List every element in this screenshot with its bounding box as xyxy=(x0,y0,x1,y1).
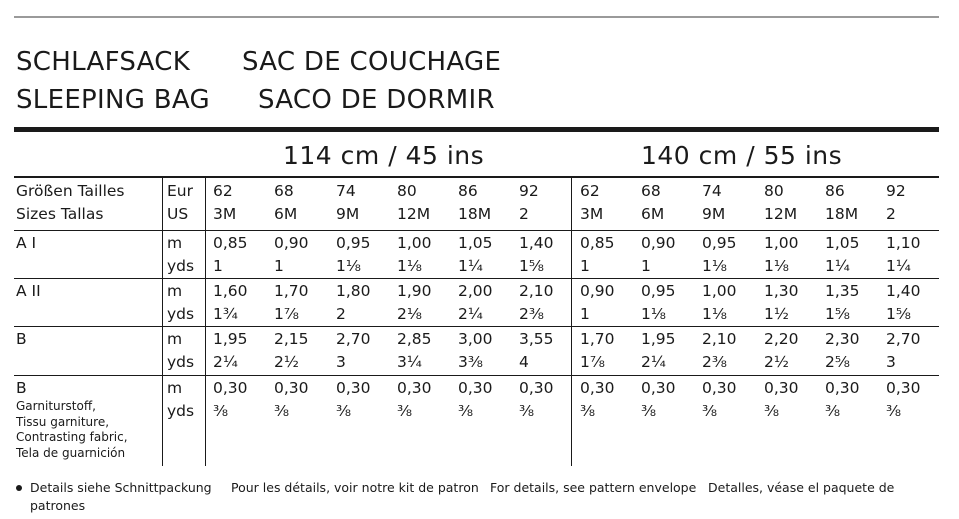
size-eur-cell: 74 xyxy=(702,182,722,200)
table-rule-row1 xyxy=(14,230,939,231)
yard-cell: ⅜ xyxy=(336,402,352,420)
meter-cell: 2,85 xyxy=(397,330,432,348)
yard-cell: 1⅛ xyxy=(336,257,361,275)
size-eur-cell: 92 xyxy=(519,182,539,200)
yard-cell: 2¼ xyxy=(458,305,483,323)
meter-cell: 0,90 xyxy=(641,234,676,252)
meter-cell: 0,30 xyxy=(397,379,432,397)
row-sublabel: Tela de guarnición xyxy=(16,445,126,460)
size-us-cell: 3M xyxy=(580,205,604,223)
yard-cell: 1¼ xyxy=(886,257,911,275)
size-us-cell: 6M xyxy=(641,205,665,223)
unit-m-label: m xyxy=(167,234,183,252)
meter-cell: 1,00 xyxy=(397,234,432,252)
row-label: B xyxy=(16,330,27,348)
meter-cell: 2,70 xyxy=(336,330,371,348)
unit-m-label: m xyxy=(167,379,183,397)
meter-cell: 0,30 xyxy=(702,379,737,397)
row-label: A I xyxy=(16,234,37,252)
yard-cell: ⅜ xyxy=(764,402,780,420)
yard-cell: ⅜ xyxy=(580,402,596,420)
yard-cell: 1 xyxy=(274,257,284,275)
yard-cell: ⅜ xyxy=(886,402,902,420)
meter-cell: 1,90 xyxy=(397,282,432,300)
table-rule-row4 xyxy=(14,375,939,376)
meter-cell: 1,35 xyxy=(825,282,860,300)
row-label: A II xyxy=(16,282,41,300)
meter-cell: 0,30 xyxy=(274,379,309,397)
row-sublabel: Tissu garniture, xyxy=(16,414,110,429)
meter-cell: 0,95 xyxy=(336,234,371,252)
title-de: SCHLAFSACK xyxy=(16,47,191,77)
meter-cell: 0,30 xyxy=(458,379,493,397)
yard-cell: 1 xyxy=(580,305,590,323)
unit-yds-label: yds xyxy=(167,402,195,420)
yard-cell: ⅜ xyxy=(641,402,657,420)
title-fr: SAC DE COUCHAGE xyxy=(242,47,502,77)
table-vline-unit xyxy=(205,176,206,466)
table-vline-label xyxy=(162,176,163,466)
meter-cell: 0,90 xyxy=(580,282,615,300)
size-unit-us: US xyxy=(167,205,189,223)
unit-yds-label: yds xyxy=(167,353,195,371)
meter-cell: 2,10 xyxy=(702,330,737,348)
yard-cell: ⅜ xyxy=(397,402,413,420)
width-header-140: 140 cm / 55 ins xyxy=(641,141,843,170)
meter-cell: 1,80 xyxy=(336,282,371,300)
meter-cell: 0,30 xyxy=(213,379,248,397)
meter-cell: 1,10 xyxy=(886,234,921,252)
size-us-cell: 12M xyxy=(764,205,798,223)
size-eur-cell: 62 xyxy=(213,182,233,200)
size-eur-cell: 80 xyxy=(764,182,784,200)
row-label: B xyxy=(16,379,27,397)
yard-cell: 1⅞ xyxy=(580,353,605,371)
table-rule-row3 xyxy=(14,326,939,327)
meter-cell: 0,30 xyxy=(886,379,921,397)
meter-cell: 1,40 xyxy=(886,282,921,300)
meter-cell: 1,05 xyxy=(825,234,860,252)
size-eur-cell: 80 xyxy=(397,182,417,200)
meter-cell: 0,30 xyxy=(336,379,371,397)
footnote-es-1: Detalles, véase el paquete de xyxy=(708,480,895,495)
footnote-en: For details, see pattern envelope xyxy=(490,480,697,495)
meter-cell: 1,00 xyxy=(702,282,737,300)
yard-cell: 3¼ xyxy=(397,353,422,371)
yard-cell: 1⅛ xyxy=(397,257,422,275)
yard-cell: 1⅝ xyxy=(825,305,850,323)
size-us-cell: 2 xyxy=(519,205,529,223)
meter-cell: 0,30 xyxy=(580,379,615,397)
size-eur-cell: 86 xyxy=(825,182,845,200)
yard-cell: 1⅛ xyxy=(641,305,666,323)
size-us-cell: 9M xyxy=(702,205,726,223)
yard-cell: 1⅛ xyxy=(702,305,727,323)
yard-cell: 1½ xyxy=(764,305,789,323)
yard-cell: ⅜ xyxy=(274,402,290,420)
yard-cell: 1¾ xyxy=(213,305,238,323)
size-us-cell: 3M xyxy=(213,205,237,223)
meter-cell: 0,30 xyxy=(825,379,860,397)
size-eur-cell: 92 xyxy=(886,182,906,200)
yard-cell: 1⅛ xyxy=(702,257,727,275)
yard-cell: ⅜ xyxy=(213,402,229,420)
meter-cell: 1,00 xyxy=(764,234,799,252)
yard-cell: 1⅛ xyxy=(764,257,789,275)
yard-cell: 2⅝ xyxy=(825,353,850,371)
meter-cell: 1,30 xyxy=(764,282,799,300)
title-en: SLEEPING BAG xyxy=(16,85,210,115)
table-rule-header xyxy=(14,176,939,178)
footnote-bullet-icon xyxy=(16,485,22,491)
yard-cell: 2 xyxy=(336,305,346,323)
table-rule-row2 xyxy=(14,278,939,279)
yard-cell: 1 xyxy=(641,257,651,275)
yard-cell: 1⅝ xyxy=(519,257,544,275)
meter-cell: 2,30 xyxy=(825,330,860,348)
size-eur-cell: 68 xyxy=(641,182,661,200)
yard-cell: 2½ xyxy=(764,353,789,371)
size-us-cell: 12M xyxy=(397,205,431,223)
size-us-cell: 2 xyxy=(886,205,896,223)
footnote-de: Details siehe Schnittpackung xyxy=(30,480,212,495)
meter-cell: 1,95 xyxy=(213,330,248,348)
yard-cell: ⅜ xyxy=(519,402,535,420)
yard-cell: 1¼ xyxy=(825,257,850,275)
size-us-cell: 18M xyxy=(825,205,859,223)
meter-cell: 0,85 xyxy=(213,234,248,252)
meter-cell: 2,70 xyxy=(886,330,921,348)
meter-cell: 1,70 xyxy=(274,282,309,300)
yard-cell: 3 xyxy=(886,353,896,371)
yard-cell: 3 xyxy=(336,353,346,371)
width-header-114: 114 cm / 45 ins xyxy=(283,141,485,170)
yard-cell: 2⅜ xyxy=(702,353,727,371)
unit-m-label: m xyxy=(167,330,183,348)
meter-cell: 1,60 xyxy=(213,282,248,300)
size-eur-cell: 74 xyxy=(336,182,356,200)
top-rule xyxy=(14,16,939,18)
yard-cell: 1⅞ xyxy=(274,305,299,323)
yard-cell: 2¼ xyxy=(213,353,238,371)
meter-cell: 1,70 xyxy=(580,330,615,348)
unit-yds-label: yds xyxy=(167,305,195,323)
table-vline-width-split xyxy=(571,176,572,466)
size-us-cell: 18M xyxy=(458,205,492,223)
meter-cell: 2,10 xyxy=(519,282,554,300)
meter-cell: 0,30 xyxy=(641,379,676,397)
yard-cell: 4 xyxy=(519,353,529,371)
yard-cell: ⅜ xyxy=(702,402,718,420)
meter-cell: 2,20 xyxy=(764,330,799,348)
yard-cell: 1¼ xyxy=(458,257,483,275)
meter-cell: 0,95 xyxy=(641,282,676,300)
yard-cell: 1 xyxy=(580,257,590,275)
yard-cell: 2⅜ xyxy=(519,305,544,323)
meter-cell: 0,90 xyxy=(274,234,309,252)
meter-cell: 1,95 xyxy=(641,330,676,348)
yard-cell: ⅜ xyxy=(458,402,474,420)
meter-cell: 3,00 xyxy=(458,330,493,348)
yard-cell: 1 xyxy=(213,257,223,275)
row-sublabel: Garniturstoff, xyxy=(16,399,96,413)
yard-cell: 3⅜ xyxy=(458,353,483,371)
meter-cell: 0,30 xyxy=(764,379,799,397)
size-eur-cell: 86 xyxy=(458,182,478,200)
size-unit-eur: Eur xyxy=(167,182,193,200)
yard-cell: ⅜ xyxy=(825,402,841,420)
yard-cell: 2¼ xyxy=(641,353,666,371)
yard-cell: 2⅛ xyxy=(397,305,422,323)
meter-cell: 1,05 xyxy=(458,234,493,252)
meter-cell: 0,30 xyxy=(519,379,554,397)
yard-cell: 2½ xyxy=(274,353,299,371)
unit-m-label: m xyxy=(167,282,183,300)
size-label-2: Sizes Tallas xyxy=(16,205,104,223)
footnote-fr: Pour les détails, voir notre kit de patron xyxy=(231,480,479,495)
unit-yds-label: yds xyxy=(167,257,195,275)
size-eur-cell: 62 xyxy=(580,182,600,200)
size-label-1: Größen Tailles xyxy=(16,182,125,200)
title-es: SACO DE DORMIR xyxy=(258,85,495,115)
size-eur-cell: 68 xyxy=(274,182,294,200)
meter-cell: 0,95 xyxy=(702,234,737,252)
size-us-cell: 9M xyxy=(336,205,360,223)
meter-cell: 2,00 xyxy=(458,282,493,300)
meter-cell: 2,15 xyxy=(274,330,309,348)
size-us-cell: 6M xyxy=(274,205,298,223)
title-underline xyxy=(14,127,939,132)
meter-cell: 3,55 xyxy=(519,330,554,348)
yard-cell: 1⅝ xyxy=(886,305,911,323)
row-sublabel: Contrasting fabric, xyxy=(16,430,128,444)
footnote-es-2: patrones xyxy=(30,498,86,513)
meter-cell: 1,40 xyxy=(519,234,554,252)
meter-cell: 0,85 xyxy=(580,234,615,252)
